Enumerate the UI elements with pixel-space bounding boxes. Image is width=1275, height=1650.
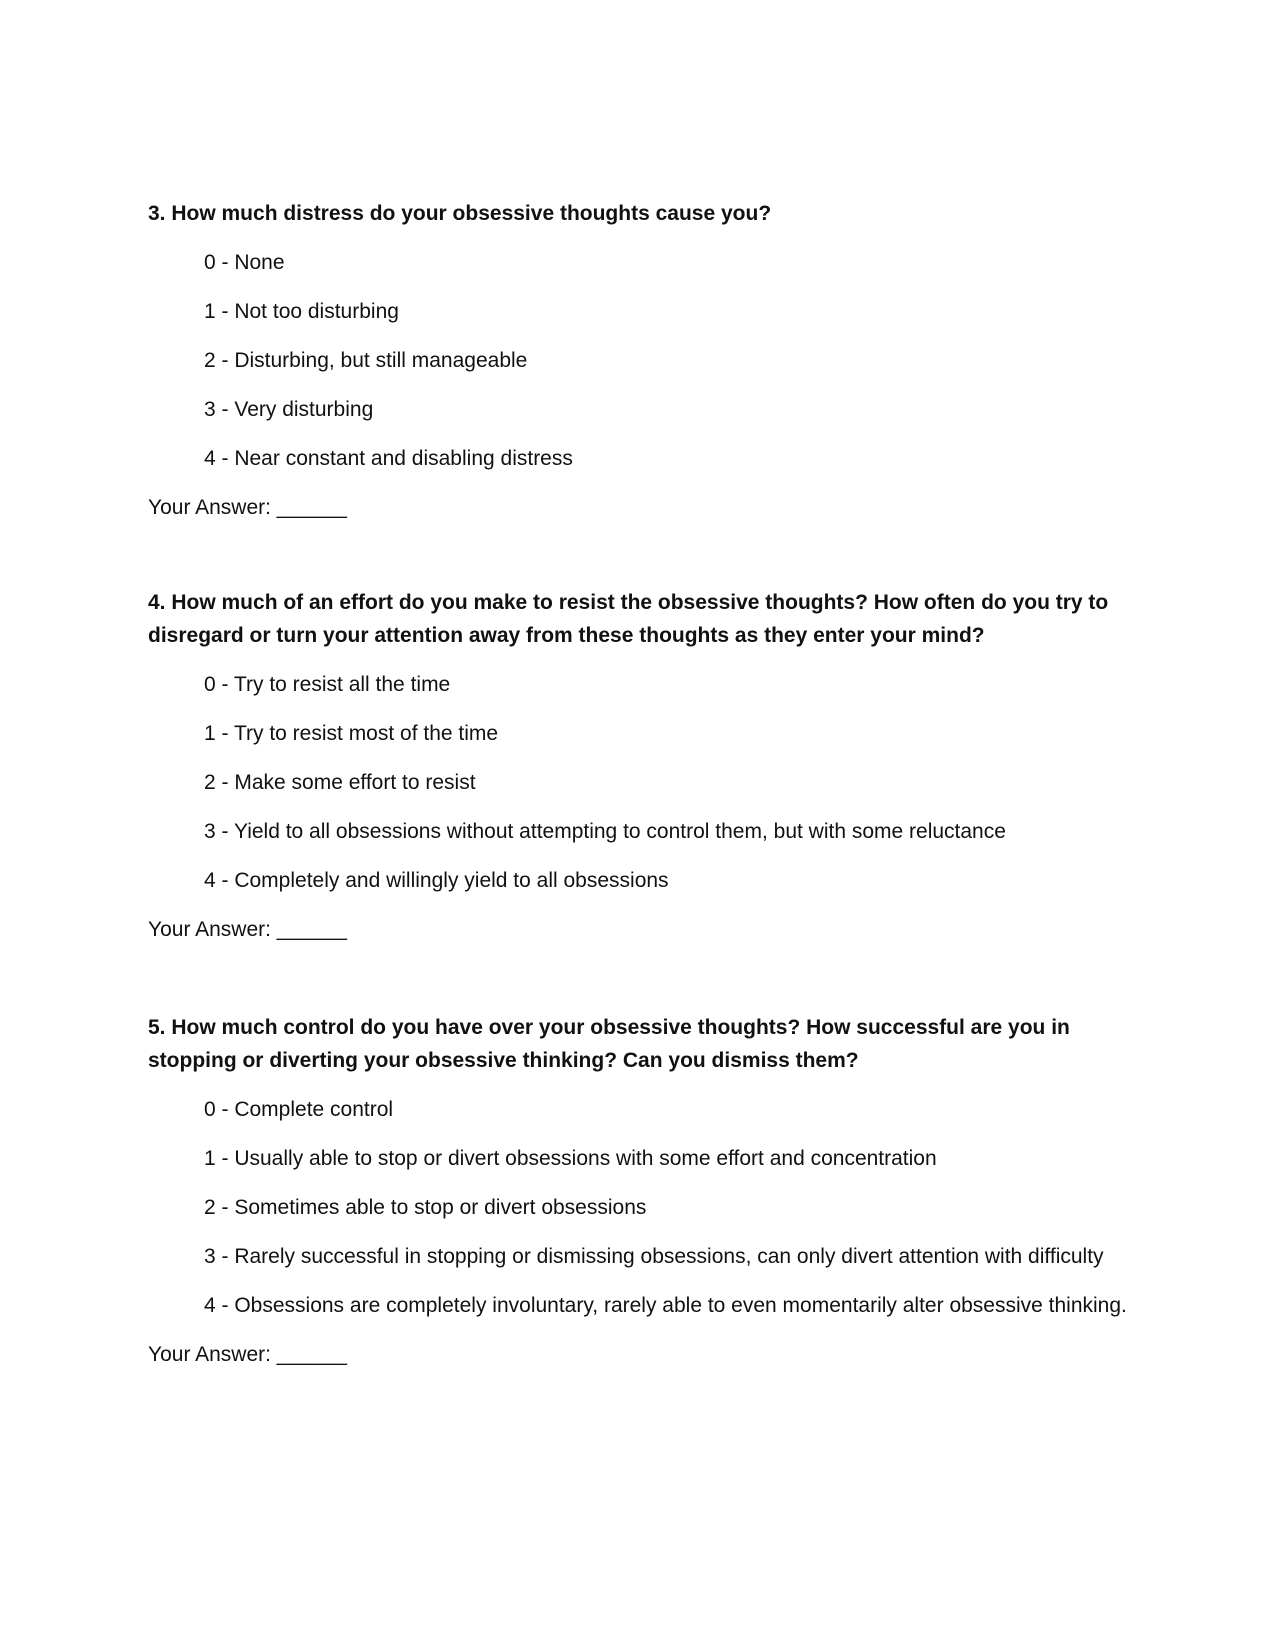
question-title: 4. How much of an effort do you make to resist the obsessive thoughts? How often do you try to disregard or turn your attention away from these thoughts as they enter your mind? (148, 591, 1109, 647)
answer-field[interactable]: Your Answer: ______ (148, 918, 347, 941)
option-item: 1 - Not too disturbing (204, 300, 399, 323)
question-5 (148, 1011, 1138, 1371)
answer-field[interactable]: Your Answer: ______ (148, 496, 347, 519)
option-item: 4 - Near constant and disabling distress (204, 447, 573, 470)
option-item: 1 - Usually able to stop or divert obsessions with some effort and concentration (204, 1147, 937, 1170)
question-title: 5. How much control do you have over your obsessive thoughts? How successful are you in stopping or diverting your obsessive thinking? Can you dismiss them? (148, 1016, 1070, 1072)
option-item: 2 - Make some effort to resist (204, 771, 476, 794)
option-item: 3 - Very disturbing (204, 398, 374, 421)
option-item: 4 - Obsessions are completely involuntary, rarely able to even momentarily alter obsessive thinking. (204, 1294, 1127, 1317)
option-item: 2 - Sometimes able to stop or divert obsessions (204, 1196, 647, 1219)
question-3 (148, 197, 1138, 524)
answer-field[interactable]: Your Answer: ______ (148, 1343, 347, 1366)
option-item: 3 - Rarely successful in stopping or dismissing obsessions, can only divert attention with difficulty (204, 1245, 1104, 1268)
option-item: 2 - Disturbing, but still manageable (204, 349, 528, 372)
option-list (148, 668, 1138, 897)
option-list (148, 1093, 1138, 1322)
option-item: 0 - None (204, 251, 285, 274)
option-list (148, 246, 1138, 475)
question-4 (148, 586, 1138, 946)
question-title: 3. How much distress do your obsessive thoughts cause you? (148, 202, 772, 225)
option-item: 0 - Try to resist all the time (204, 673, 451, 696)
option-item: 1 - Try to resist most of the time (204, 722, 499, 745)
option-item: 4 - Completely and willingly yield to all obsessions (204, 869, 669, 892)
option-item: 3 - Yield to all obsessions without attempting to control them, but with some reluctance (204, 820, 1006, 843)
option-item: 0 - Complete control (204, 1098, 394, 1121)
